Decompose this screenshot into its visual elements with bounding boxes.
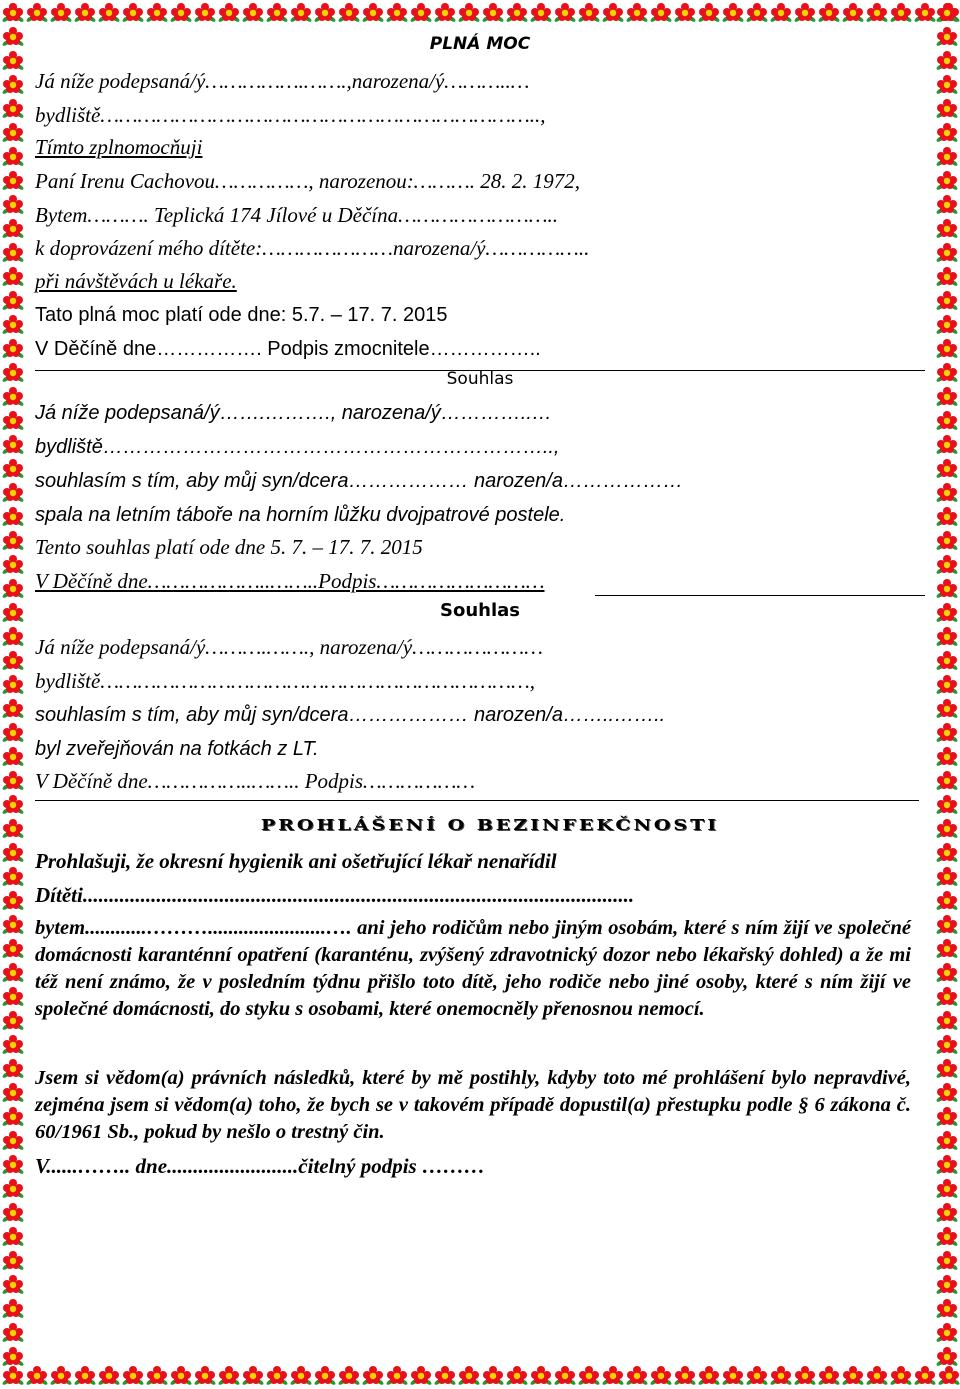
flower-icon [2, 290, 24, 312]
flower-icon [74, 1365, 96, 1387]
flower-icon [674, 1365, 696, 1387]
flower-icon [936, 1106, 958, 1128]
flower-icon [936, 890, 958, 912]
poa-line-4: Paní Irenu Cachovou……………, narozenou:………. 28. 2. 1972, [35, 169, 581, 193]
flower-border-bottom [0, 1363, 960, 1389]
flower-icon [2, 914, 24, 936]
flower-icon [458, 1365, 480, 1387]
poa-line-6: k doprovázení mého dítěte:…………………narozena/ý…………….. [35, 236, 590, 260]
prohlaseni-signature-line: V......…….. dne.........................čitelný podpis ……… [35, 1154, 485, 1178]
flower-icon [338, 2, 360, 24]
flower-icon [890, 2, 912, 24]
poa-line-3: Tímto zplnomocňuji [35, 135, 203, 159]
souhlas-2-heading: Souhlas [440, 600, 520, 621]
flower-icon [2, 98, 24, 120]
flower-icon [2, 386, 24, 408]
flower-border-right [934, 0, 960, 1389]
flower-icon [50, 1365, 72, 1387]
flower-icon [794, 1365, 816, 1387]
flower-icon [482, 1365, 504, 1387]
flower-icon [98, 2, 120, 24]
flower-icon [362, 1365, 384, 1387]
flower-icon [170, 2, 192, 24]
flower-icon [936, 1202, 958, 1224]
flower-icon [2, 1298, 24, 1320]
flower-icon [866, 1365, 888, 1387]
flower-icon [818, 1365, 840, 1387]
flower-icon [914, 2, 936, 24]
flower-icon [146, 1365, 168, 1387]
flower-icon [2, 1106, 24, 1128]
flower-icon [936, 698, 958, 720]
flower-icon [362, 2, 384, 24]
flower-icon [866, 2, 888, 24]
flower-icon [170, 1365, 192, 1387]
flower-icon [578, 1365, 600, 1387]
poa-line-2: bydliště…………………………………………………………….., [35, 103, 546, 127]
souhlas-1-line-2: bydliště………………………………………………………….., [35, 436, 560, 458]
flower-icon [338, 1365, 360, 1387]
flower-icon [2, 458, 24, 480]
flower-icon [626, 1365, 648, 1387]
flower-icon [98, 1365, 120, 1387]
flower-icon [2, 266, 24, 288]
prohlaseni-banner: PROHLÁŠENÍ O BEZINFEKČNOSTI [260, 816, 720, 834]
poa-validity-line: Tato plná moc platí ode dne: 5.7. – 17. 7. 2015 [35, 304, 448, 326]
flower-icon [2, 842, 24, 864]
flower-icon [506, 1365, 528, 1387]
flower-icon [722, 2, 744, 24]
flower-icon [2, 362, 24, 384]
flower-icon [386, 1365, 408, 1387]
flower-icon [2, 698, 24, 720]
flower-icon [410, 1365, 432, 1387]
flower-icon [2, 626, 24, 648]
flower-icon [2, 506, 24, 528]
flower-icon [2, 962, 24, 984]
flower-icon [936, 482, 958, 504]
flower-icon [2, 1082, 24, 1104]
souhlas-1-line-3: souhlasím s tím, aby můj syn/dcera……………… narozen/a……………… [35, 470, 683, 492]
flower-icon [818, 2, 840, 24]
flower-icon [936, 818, 958, 840]
flower-icon [122, 1365, 144, 1387]
flower-icon [2, 1226, 24, 1248]
flower-icon [936, 866, 958, 888]
flower-icon [936, 554, 958, 576]
souhlas-1-line-4: spala na letním táboře na horním lůžku dvojpatrové postele. [35, 504, 566, 526]
flower-icon [506, 2, 528, 24]
flower-icon [2, 722, 24, 744]
flower-icon [794, 2, 816, 24]
flower-icon [2, 122, 24, 144]
flower-icon [936, 626, 958, 648]
flower-icon [936, 314, 958, 336]
flower-icon [434, 2, 456, 24]
flower-icon [936, 122, 958, 144]
flower-icon [266, 1365, 288, 1387]
flower-icon [936, 1298, 958, 1320]
flower-icon [266, 2, 288, 24]
flower-icon [770, 1365, 792, 1387]
flower-icon [936, 242, 958, 264]
flower-icon [242, 1365, 264, 1387]
flower-icon [50, 2, 72, 24]
flower-icon [2, 170, 24, 192]
flower-icon [746, 1365, 768, 1387]
flower-icon [2, 1034, 24, 1056]
flower-icon [936, 794, 958, 816]
flower-icon [936, 458, 958, 480]
flower-icon [2, 1130, 24, 1152]
flower-icon [602, 2, 624, 24]
flower-icon [936, 434, 958, 456]
flower-icon [936, 1154, 958, 1176]
flower-icon [122, 2, 144, 24]
flower-icon [936, 194, 958, 216]
souhlas-1-heading: Souhlas [446, 369, 514, 389]
flower-icon [2, 674, 24, 696]
flower-icon [936, 1010, 958, 1032]
flower-icon [698, 2, 720, 24]
souhlas-1-line-1: Já níže podepsaná/ý…….………., narozena/ý…………..… [35, 402, 552, 424]
flower-icon [2, 1154, 24, 1176]
flower-icon [2, 602, 24, 624]
flower-icon [2, 1178, 24, 1200]
prohlaseni-line-2: Dítěti......................................................................................................... [35, 883, 635, 907]
flower-icon [842, 2, 864, 24]
flower-icon [2, 554, 24, 576]
flower-icon [2, 74, 24, 96]
flower-icon [2, 890, 24, 912]
flower-icon [936, 98, 958, 120]
flower-icon [2, 986, 24, 1008]
flower-icon [936, 410, 958, 432]
flower-icon [936, 1274, 958, 1296]
flower-icon [74, 2, 96, 24]
flower-icon [626, 2, 648, 24]
flower-icon [650, 2, 672, 24]
flower-icon [936, 938, 958, 960]
flower-icon [2, 314, 24, 336]
souhlas-2-line-2: bydliště……………………………………………………………, [35, 669, 536, 693]
flower-icon [554, 2, 576, 24]
flower-icon [26, 1365, 48, 1387]
flower-icon [2, 866, 24, 888]
flower-icon [936, 746, 958, 768]
flower-icon [2, 410, 24, 432]
flower-icon [2, 1202, 24, 1224]
flower-icon [936, 1322, 958, 1344]
souhlas-2-line-3: souhlasím s tím, aby můj syn/dcera……………… narozen/a……..…….. [35, 704, 666, 726]
flower-icon [530, 2, 552, 24]
flower-icon [936, 914, 958, 936]
flower-icon [698, 1365, 720, 1387]
flower-icon [2, 818, 24, 840]
flower-icon [722, 1365, 744, 1387]
flower-icon [2, 1010, 24, 1032]
flower-icon [936, 770, 958, 792]
flower-icon [554, 1365, 576, 1387]
flower-icon [936, 1058, 958, 1080]
flower-icon [218, 2, 240, 24]
flower-icon [2, 1274, 24, 1296]
prohlaseni-paragraph-1: bytem............……….......................…. ani jeho rodičům nebo jiným osobám, které s ním žijí ve společné domácnosti karanténní opatření (karanténu, zvýšený zdravotnický dozor nebo lékařský dohled) a že mi též není známo, že v posledním týdnu přišlo toto dítě, jeho rodiče nebo jiné osoby, které s ním žijí ve společné domácnosti, do styku s osobami, které onemocněly přenosnou nemocí. [35, 917, 911, 1020]
flower-icon [314, 2, 336, 24]
flower-icon [2, 770, 24, 792]
prohlaseni-paragraph-2: Jsem si vědom(a) právních následků, které by mě postihly, kdyby toto mé prohlášení bylo nepravdivé, zejména jsem si vědom(a) toho, že bych se v takovém případě dopustil(a) přestupku podle § 6 zákona č. 60/1961 Sb., pokud by nešlo o trestný čin. [35, 1067, 911, 1143]
flower-icon [936, 26, 958, 48]
flower-icon [2, 482, 24, 504]
divider [35, 800, 919, 801]
flower-icon [602, 1365, 624, 1387]
flower-icon [26, 2, 48, 24]
flower-icon [936, 602, 958, 624]
flower-icon [2, 146, 24, 168]
flower-icon [936, 506, 958, 528]
flower-icon [770, 2, 792, 24]
flower-icon [2, 578, 24, 600]
flower-icon [746, 2, 768, 24]
souhlas-2-signature-line: V Děčíně dne……………..…….. Podpis……………… [35, 769, 476, 793]
prohlaseni-line-1: Prohlašuji, že okresní hygienik ani ošetřující lékař nenařídil [35, 849, 557, 873]
flower-icon [936, 1178, 958, 1200]
flower-icon [890, 1365, 912, 1387]
flower-icon [2, 218, 24, 240]
flower-icon [936, 674, 958, 696]
flower-icon [2, 26, 24, 48]
flower-icon [2, 194, 24, 216]
souhlas-1-signature-line: V Děčíně dne………………..……..Podpis……………………… [35, 569, 545, 593]
flower-icon [2, 794, 24, 816]
flower-icon [842, 1365, 864, 1387]
flower-icon [2, 1058, 24, 1080]
flower-icon [936, 842, 958, 864]
flower-icon [936, 266, 958, 288]
flower-icon [936, 290, 958, 312]
poa-line-7: při návštěvách u lékaře. [35, 269, 237, 293]
flower-icon [936, 362, 958, 384]
flower-icon [242, 2, 264, 24]
flower-icon [936, 2, 958, 24]
flower-icon [146, 2, 168, 24]
flower-icon [530, 1365, 552, 1387]
flower-icon [2, 1250, 24, 1272]
flower-icon [936, 1346, 958, 1368]
flower-icon [386, 2, 408, 24]
flower-icon [2, 650, 24, 672]
flower-icon [936, 962, 958, 984]
flower-icon [194, 1365, 216, 1387]
poa-signature-line: V Děčíně dne……………. Podpis zmocnitele…………….. [35, 338, 541, 360]
flower-icon [936, 218, 958, 240]
flower-icon [936, 1250, 958, 1272]
souhlas-1-line-5: Tento souhlas platí ode dne 5. 7. – 17. 7. 2015 [35, 535, 423, 559]
flower-icon [458, 2, 480, 24]
flower-icon [914, 1365, 936, 1387]
flower-border-top [0, 0, 960, 26]
flower-icon [936, 578, 958, 600]
flower-icon [2, 530, 24, 552]
flower-icon [578, 2, 600, 24]
flower-icon [2, 1322, 24, 1344]
flower-icon [936, 386, 958, 408]
souhlas-2-line-1: Já níže podepsaná/ý……….……., narozena/ý………………… [35, 635, 543, 659]
flower-icon [2, 242, 24, 264]
flower-icon [936, 530, 958, 552]
flower-icon [290, 1365, 312, 1387]
flower-icon [2, 434, 24, 456]
flower-icon [936, 722, 958, 744]
flower-icon [2, 50, 24, 72]
flower-icon [936, 74, 958, 96]
flower-icon [434, 1365, 456, 1387]
flower-icon [936, 986, 958, 1008]
flower-icon [936, 650, 958, 672]
flower-icon [2, 2, 24, 24]
flower-icon [936, 338, 958, 360]
poa-line-1: Já níže podepsaná/ý…………….…….,narozena/ý………..… [35, 69, 530, 93]
flower-icon [2, 338, 24, 360]
flower-icon [936, 1130, 958, 1152]
flower-icon [290, 2, 312, 24]
flower-icon [2, 938, 24, 960]
flower-icon [218, 1365, 240, 1387]
flower-icon [936, 50, 958, 72]
flower-icon [650, 1365, 672, 1387]
flower-icon [936, 1082, 958, 1104]
divider [595, 595, 925, 596]
flower-icon [194, 2, 216, 24]
document-title: PLNÁ MOC [429, 34, 531, 54]
flower-icon [482, 2, 504, 24]
flower-icon [410, 2, 432, 24]
flower-icon [936, 1226, 958, 1248]
flower-icon [936, 170, 958, 192]
flower-icon [2, 746, 24, 768]
souhlas-2-line-4: byl zveřejňován na fotkách z LT. [35, 738, 319, 760]
flower-icon [674, 2, 696, 24]
flower-icon [314, 1365, 336, 1387]
flower-icon [936, 146, 958, 168]
flower-icon [936, 1034, 958, 1056]
flower-border-left [0, 0, 26, 1389]
poa-line-5: Bytem………. Teplická 174 Jílové u Děčína…………………….. [35, 203, 559, 227]
flower-icon [2, 1346, 24, 1368]
